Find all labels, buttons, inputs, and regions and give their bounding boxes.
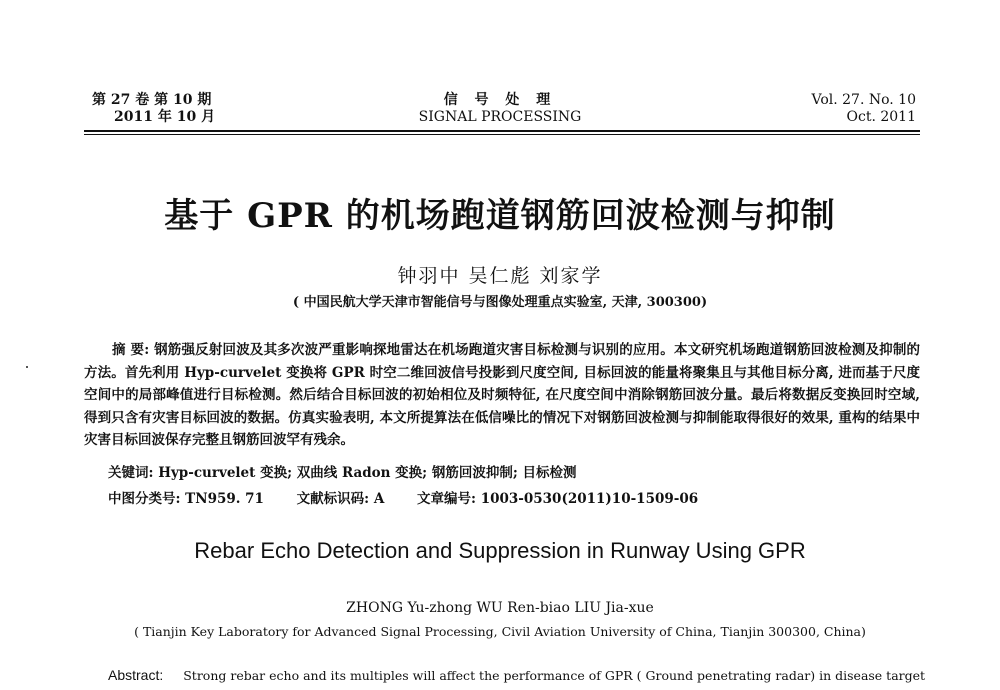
abstract-cn-text: 钢筋强反射回波及其多次波严重影响探地雷达在机场跑道灾害目标检测与识别的应用。本文研究机场跑道钢筋回波检测及抑制的方法。首先利用 Hyp-curvelet 变换将 GPR 时空二维回波信号投影到尺度空间, 目标回波的能量将聚集且与其他目标分离, 进而基于尺度空间中的局部峰值进行目标检测。然后结合目标回波的初始相位及时频特征, 在尺度空间中消除钢筋回波分量。最后将数据反变换回时空域, 得到只含有灾害目标回波的数据。仿真实验表明, 本文所提算法在低信噪比的情况下对钢筋回波检测与抑制能取得很好的效果, 重构的结果中灾害目标回波保存完整且钢筋回波罕有残余。 (84, 342, 921, 448)
keywords-cn (108, 461, 577, 481)
abstract-cn-label: 摘 要: (112, 342, 150, 358)
header-rule-thick (84, 130, 920, 132)
abstract-en-text: Strong rebar echo and its multiples will affect the performance of GPR ( Ground penetrating radar) in disease target (183, 668, 926, 683)
document-code: 文献标识码: A (296, 491, 385, 507)
paper-title-en: Rebar Echo Detection and Suppression in Runway Using GPR (194, 538, 806, 563)
volume-en-line: Vol. 27. No. 10 (811, 92, 916, 108)
journal-volume-en (812, 92, 917, 126)
affiliation-en: ( Tianjin Key Laboratory for Advanced Signal Processing, Civil Aviation University of China, Tianjin 300300, China) (134, 624, 866, 639)
paper-title-cn: 基于 GPR 的机场跑道钢筋回波检测与抑制 (164, 196, 836, 236)
affiliation-cn: ( 中国民航大学天津市智能信号与图像处理重点实验室, 天津, 300300) (292, 295, 708, 310)
clc-number: 中图分类号: TN959. 71 (108, 491, 264, 507)
authors-cn: 钟羽中 吴仁彪 刘家学 (397, 265, 603, 287)
volume-issue-line: 第 27 卷 第 10 期 (92, 92, 212, 108)
article-number: 文章编号: 1003-0530(2011)10-1509-06 (417, 491, 699, 507)
classification-line (108, 487, 726, 507)
margin-speck (26, 366, 28, 368)
issue-date-line: 2011 年 10 月 (114, 109, 216, 125)
abstract-en-label: Abstract: (108, 667, 164, 683)
abstract-en (108, 667, 925, 683)
keywords-label: 关键词: (108, 465, 154, 481)
authors-en: ZHONG Yu-zhong WU Ren-biao LIU Jia-xue (346, 600, 654, 616)
journal-name-en: SIGNAL PROCESSING (418, 109, 582, 125)
keywords-text: Hyp-curvelet 变换; 双曲线 Radon 变换; 钢筋回波抑制; 目标检测 (158, 465, 577, 481)
date-en-line: Oct. 2011 (846, 109, 916, 125)
header-rule-thin (84, 134, 920, 135)
abstract-cn (84, 339, 920, 452)
journal-name-cn: 信 号 处 理 (443, 92, 557, 108)
